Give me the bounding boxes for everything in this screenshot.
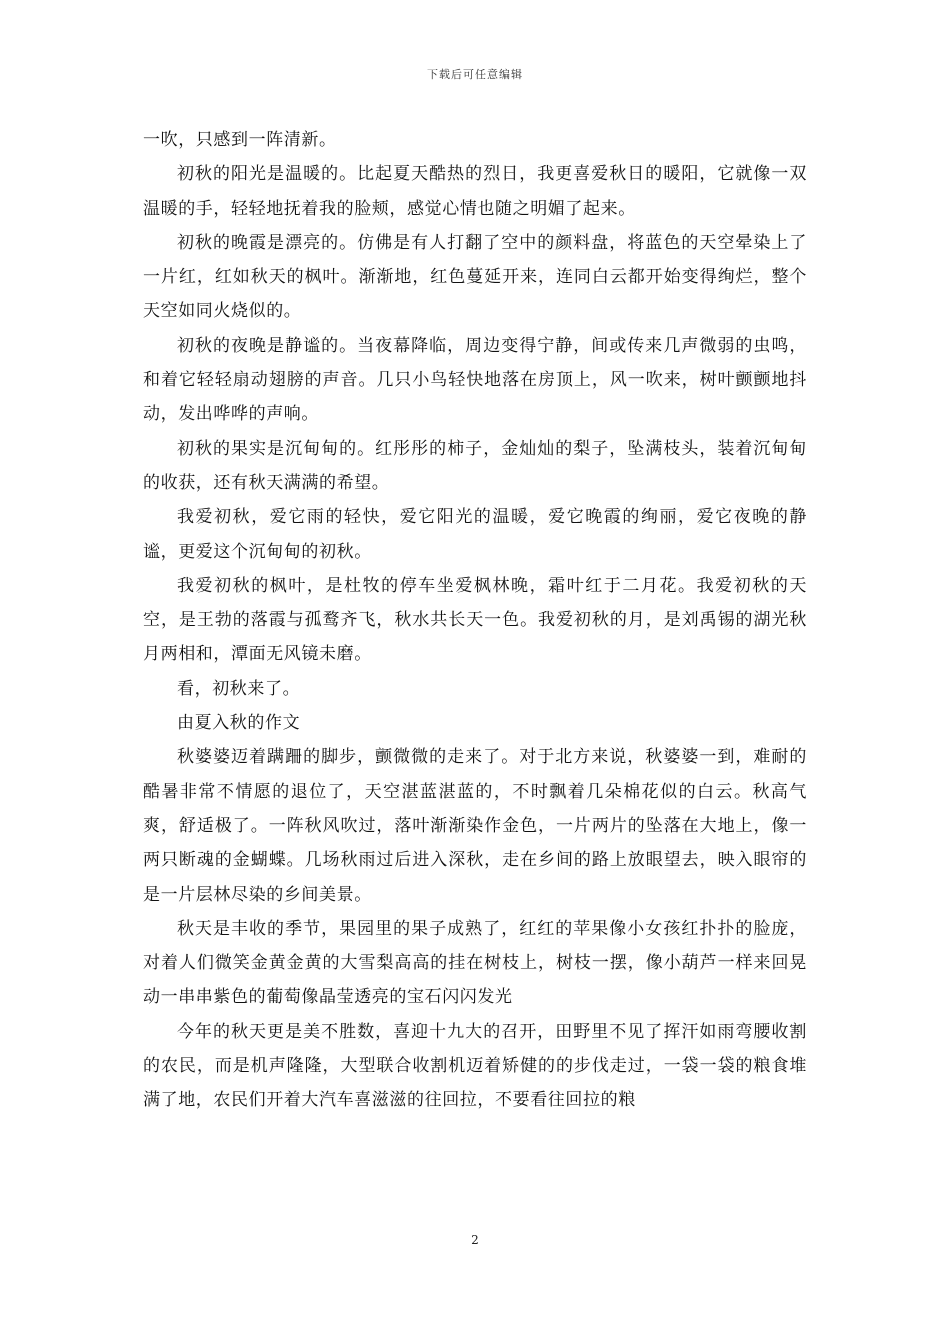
- paragraph: 初秋的夜晚是静谧的。当夜幕降临，周边变得宁静，间或传来几声微弱的虫鸣，和着它轻轻扇动翅膀的声音。几只小鸟轻快地落在房顶上，风一吹来，树叶颤颤地抖动，发出哗哗的声响。: [143, 335, 807, 425]
- paragraph: 初秋的晚霞是漂亮的。仿佛是有人打翻了空中的颜料盘，将蓝色的天空晕染上了一片红，红如秋天的枫叶。渐渐地，红色蔓延开来，连同白云都开始变得绚烂，整个天空如同火烧似的。: [143, 232, 807, 322]
- paragraph: 初秋的阳光是温暖的。比起夏天酷热的烈日，我更喜爱秋日的暖阳，它就像一双温暖的手，轻轻地抚着我的脸颊，感觉心情也随之明媚了起来。: [143, 164, 807, 219]
- page-header: 下载后可任意编辑: [427, 68, 523, 81]
- paragraph-continuation: 一吹，只感到一阵清新。: [143, 130, 337, 150]
- paragraph: 秋婆婆迈着蹒跚的脚步，颤微微的走来了。对于北方来说，秋婆婆一到，难耐的酷暑非常不情愿的退位了，天空湛蓝湛蓝的，不时飘着几朵棉花似的白云。秋高气爽，舒适极了。一阵秋风吹过，落叶渐渐染作金色，一片两片的坠落在大地上，像一两只断魂的金蝴蝶。几场秋雨过后进入深秋，走在乡间的路上放眼望去，映入眼帘的是一片层林尽染的乡间美景。: [143, 747, 807, 905]
- section-title: 由夏入秋的作文: [177, 713, 301, 734]
- paragraph: 看，初秋来了。: [177, 678, 301, 699]
- paragraph: 今年的秋天更是美不胜数，喜迎十九大的召开，田野里不见了挥汗如雨弯腰收割的农民，而是机声隆隆，大型联合收割机迈着矫健的的步伐走过，一袋一袋的粮食堆满了地，农民们开着大汽车喜滋滋的往回拉，不要看往回拉的粮: [143, 1021, 807, 1111]
- page-number: 2: [471, 1233, 479, 1247]
- document-body: [143, 123, 807, 1118]
- paragraph: 我爱初秋的枫叶，是杜牧的停车坐爱枫林晚，霜叶红于二月花。我爱初秋的天空，是王勃的落霞与孤鹜齐飞，秋水共长天一色。我爱初秋的月，是刘禹锡的湖光秋月两相和，潭面无风镜未磨。: [143, 575, 807, 665]
- paragraph: 秋天是丰收的季节，果园里的果子成熟了，红红的苹果像小女孩红扑扑的脸庞，对着人们微笑金黄金黄的大雪梨高高的挂在树枝上，树枝一摆，像小葫芦一样来回晃动一串串紫色的葡萄像晶莹透亮的宝石闪闪发光: [143, 918, 807, 1008]
- paragraph: 我爱初秋，爱它雨的轻快，爱它阳光的温暖，爱它晚霞的绚丽，爱它夜晚的静谧，更爱这个沉甸甸的初秋。: [143, 507, 807, 562]
- paragraph: 初秋的果实是沉甸甸的。红彤彤的柿子，金灿灿的梨子，坠满枝头，装着沉甸甸的收获，还有秋天满满的希望。: [143, 438, 807, 493]
